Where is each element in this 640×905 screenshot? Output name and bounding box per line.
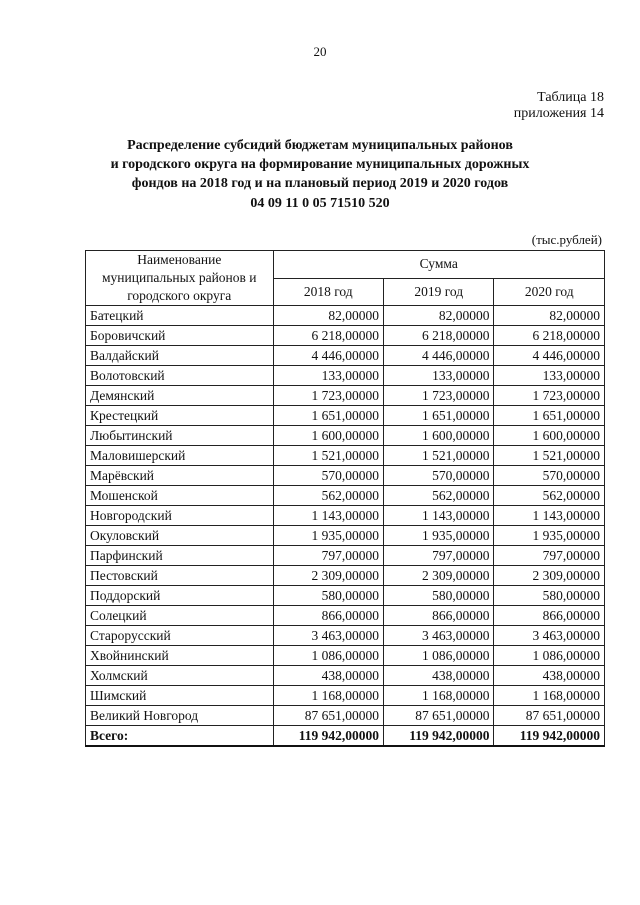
table-row [86, 546, 605, 566]
district-name: Новгородский [86, 506, 274, 526]
district-name: Батецкий [86, 306, 274, 326]
value-2018: 133,00000 [273, 366, 383, 386]
value-2019: 1 935,00000 [384, 526, 494, 546]
value-2018: 1 086,00000 [273, 646, 383, 666]
table-row [86, 346, 605, 366]
value-2020: 82,00000 [494, 306, 605, 326]
district-name: Поддорский [86, 586, 274, 606]
value-2019: 2 309,00000 [384, 566, 494, 586]
total-row [86, 726, 605, 747]
value-2018: 1 168,00000 [273, 686, 383, 706]
value-2019: 1 600,00000 [384, 426, 494, 446]
district-name: Маловишерский [86, 446, 274, 466]
table-row [86, 666, 605, 686]
value-2019: 562,00000 [384, 486, 494, 506]
title-line: фондов на 2018 год и на плановый период 2019 и 2020 годов [131, 176, 509, 191]
district-name: Крестецкий [86, 406, 274, 426]
table-reference [514, 90, 604, 122]
table-row [86, 706, 605, 726]
table-row [86, 466, 605, 486]
district-name: Холмский [86, 666, 274, 686]
value-2019: 82,00000 [384, 306, 494, 326]
value-2020: 4 446,00000 [494, 346, 605, 366]
value-2020: 87 651,00000 [494, 706, 605, 726]
value-2019: 866,00000 [384, 606, 494, 626]
value-2019: 1 723,00000 [384, 386, 494, 406]
value-2020: 1 651,00000 [494, 406, 605, 426]
table-row [86, 446, 605, 466]
district-name: Хвойнинский [86, 646, 274, 666]
value-2020: 562,00000 [494, 486, 605, 506]
table-label: Таблица 18 [537, 90, 604, 105]
value-2018: 1 935,00000 [273, 526, 383, 546]
district-name: Парфинский [86, 546, 274, 566]
value-2018: 1 651,00000 [273, 406, 383, 426]
subsidy-table [85, 250, 605, 747]
value-2020: 133,00000 [494, 366, 605, 386]
value-2018: 797,00000 [273, 546, 383, 566]
title-line: и городского округа на формирование муниципальных дорожных [110, 157, 530, 172]
table-row [86, 506, 605, 526]
value-2018: 1 143,00000 [273, 506, 383, 526]
district-name: Мошенской [86, 486, 274, 506]
value-2018: 87 651,00000 [273, 706, 383, 726]
table-row [86, 566, 605, 586]
total-2019: 119 942,00000 [384, 726, 494, 747]
value-2020: 1 600,00000 [494, 426, 605, 446]
value-2020: 1 935,00000 [494, 526, 605, 546]
year-header-2018: 2018 год [273, 278, 383, 306]
value-2020: 797,00000 [494, 546, 605, 566]
district-name: Шимский [86, 686, 274, 706]
district-name: Демянский [86, 386, 274, 406]
value-2019: 1 168,00000 [384, 686, 494, 706]
value-2019: 133,00000 [384, 366, 494, 386]
value-2019: 4 446,00000 [384, 346, 494, 366]
value-2020: 1 723,00000 [494, 386, 605, 406]
total-2020: 119 942,00000 [494, 726, 605, 747]
district-name: Валдайский [86, 346, 274, 366]
value-2018: 82,00000 [273, 306, 383, 326]
district-name: Окуловский [86, 526, 274, 546]
year-header-2020: 2020 год [494, 278, 605, 306]
value-2018: 3 463,00000 [273, 626, 383, 646]
table-row [86, 626, 605, 646]
units-label: (тыс.рублей) [531, 232, 602, 247]
table-row [86, 306, 605, 326]
table-body [86, 306, 605, 747]
value-2020: 1 086,00000 [494, 646, 605, 666]
district-name: Старорусский [86, 626, 274, 646]
value-2019: 1 086,00000 [384, 646, 494, 666]
value-2018: 1 600,00000 [273, 426, 383, 446]
value-2019: 6 218,00000 [384, 326, 494, 346]
name-column-header: Наименование муниципальных районов и городского округа [86, 251, 274, 306]
value-2020: 1 168,00000 [494, 686, 605, 706]
value-2019: 570,00000 [384, 466, 494, 486]
table-row [86, 606, 605, 626]
value-2020: 438,00000 [494, 666, 605, 686]
appendix-label: приложения 14 [513, 106, 604, 121]
value-2018: 1 521,00000 [273, 446, 383, 466]
table-row [86, 486, 605, 506]
value-2019: 1 143,00000 [384, 506, 494, 526]
total-2018: 119 942,00000 [273, 726, 383, 747]
value-2020: 3 463,00000 [494, 626, 605, 646]
value-2019: 87 651,00000 [384, 706, 494, 726]
value-2018: 866,00000 [273, 606, 383, 626]
table-row [86, 686, 605, 706]
value-2020: 1 143,00000 [494, 506, 605, 526]
value-2020: 1 521,00000 [494, 446, 605, 466]
value-2018: 6 218,00000 [273, 326, 383, 346]
district-name: Великий Новгород [86, 706, 274, 726]
table-row [86, 386, 605, 406]
value-2018: 570,00000 [273, 466, 383, 486]
value-2019: 1 521,00000 [384, 446, 494, 466]
table-row [86, 326, 605, 346]
district-name: Волотовский [86, 366, 274, 386]
header-row [86, 251, 605, 279]
value-2020: 866,00000 [494, 606, 605, 626]
table-row [86, 526, 605, 546]
value-2019: 580,00000 [384, 586, 494, 606]
year-header-2019: 2019 год [384, 278, 494, 306]
value-2019: 438,00000 [384, 666, 494, 686]
sum-column-header: Сумма [273, 251, 604, 279]
total-label: Всего: [86, 726, 274, 747]
district-name: Марёвский [86, 466, 274, 486]
district-name: Солецкий [86, 606, 274, 626]
value-2020: 6 218,00000 [494, 326, 605, 346]
table-row [86, 406, 605, 426]
value-2019: 1 651,00000 [384, 406, 494, 426]
value-2020: 2 309,00000 [494, 566, 605, 586]
district-name: Боровичский [86, 326, 274, 346]
value-2018: 580,00000 [273, 586, 383, 606]
table-row [86, 646, 605, 666]
table-row [86, 366, 605, 386]
document-title [60, 136, 580, 193]
title-line: Распределение субсидий бюджетам муниципальных районов [127, 138, 513, 153]
table-row [86, 426, 605, 446]
value-2019: 3 463,00000 [384, 626, 494, 646]
value-2020: 580,00000 [494, 586, 605, 606]
value-2018: 4 446,00000 [273, 346, 383, 366]
value-2018: 2 309,00000 [273, 566, 383, 586]
table-row [86, 586, 605, 606]
value-2020: 570,00000 [494, 466, 605, 486]
district-name: Пестовский [86, 566, 274, 586]
value-2018: 438,00000 [273, 666, 383, 686]
page-number: 20 [313, 44, 327, 59]
district-name: Любытинский [86, 426, 274, 446]
value-2019: 797,00000 [384, 546, 494, 566]
value-2018: 1 723,00000 [273, 386, 383, 406]
budget-code: 04 09 11 0 05 71510 520 [250, 196, 390, 211]
value-2018: 562,00000 [273, 486, 383, 506]
